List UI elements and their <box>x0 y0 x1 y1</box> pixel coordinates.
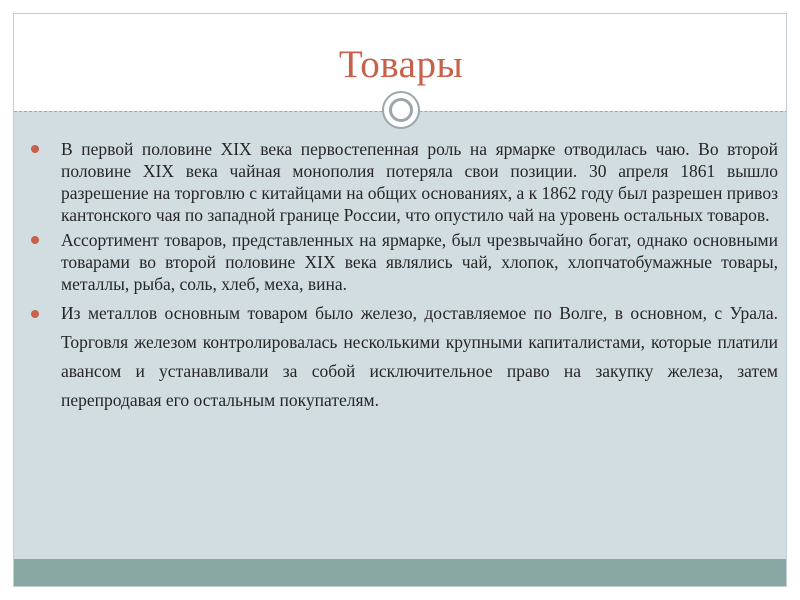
bullet-text: Ассортимент товаров, представленных на ярмарке, был чрезвычайно богат, однако основными товарами во второй половине XIX века являлись чай, хлопок, хлопчатобумажные товары, металлы, рыба, соль, хлеб, меха, вина. <box>61 230 778 294</box>
bullet-dot-icon <box>31 236 39 244</box>
bullet-dot-icon <box>31 310 39 318</box>
circle-ornament-icon <box>382 91 420 129</box>
slide <box>13 13 787 587</box>
bullet-item <box>27 229 778 295</box>
bullet-item <box>27 138 778 226</box>
slide-title: Товары <box>338 43 464 86</box>
footer-bar <box>14 559 787 586</box>
bullet-list <box>27 138 778 418</box>
bullet-text: Из металлов основным товаром было железо, доставляемое по Волге, в основном, с Урала. Торговля железом контролировалась несколькими крупными капиталистами, которые платили авансом и устанавливали за собой исключительное право на закупку железа, затем перепродавая его остальным покупателям. <box>61 303 778 410</box>
bullet-dot-icon <box>31 145 39 153</box>
bullet-text: В первой половине XIX века первостепенная роль на ярмарке отводилась чаю. Во второй половине XIX века чайная монополия потеряла свои позиции. 30 апреля 1861 вышло разрешение на торговлю с китайцами на общих основаниях, а к 1862 году был разрешен привоз кантонского чая по западной границе России, что опустило чай на уровень остальных товаров. <box>61 139 778 225</box>
circle-ornament-inner-icon <box>389 98 413 122</box>
bullet-item <box>27 299 778 415</box>
